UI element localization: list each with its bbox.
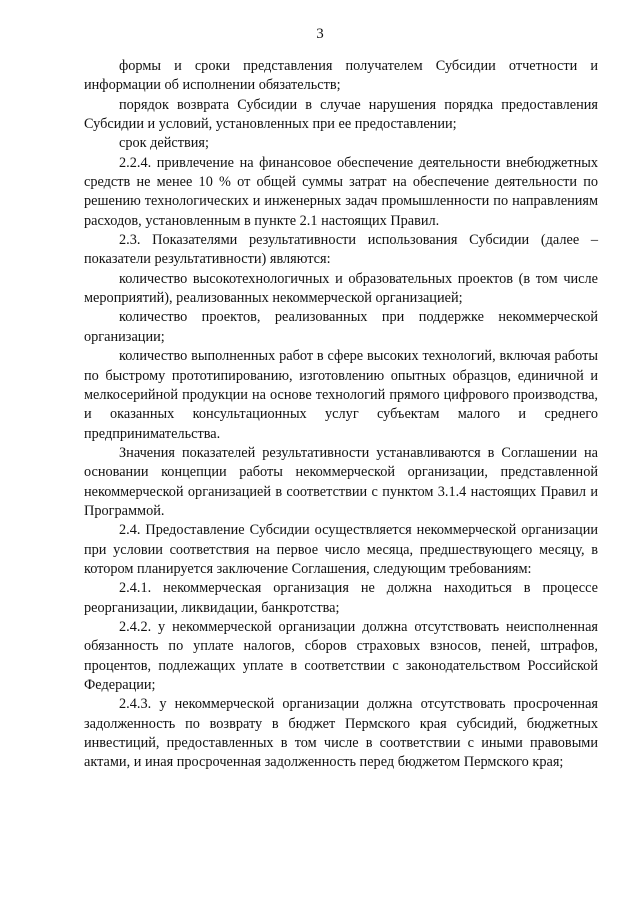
- paragraph-2-4: 2.4. Предоставление Субсидии осуществляется некоммерческой организации при условии соответствия на первое число месяца, предшествующего месяцу, в котором планируется заключение Соглашения, следующим требованиям:: [84, 522, 598, 577]
- paragraph-2-4-1: 2.4.1. некоммерческая организация не должна находиться в процессе реорганизации, ликвидации, банкротства;: [84, 580, 598, 616]
- paragraph-2-4-3: 2.4.3. у некоммерческой организации должна отсутствовать просроченная задолженность по возврату в бюджет Пермского края субсидий, бюджетных инвестиций, предоставленных в том числе в соответствии с иными правовыми актами, и иная просроченная задолженность перед бюджетом Пермского края;: [84, 696, 598, 771]
- paragraph-2-3: 2.3. Показателями результативности использования Субсидии (далее – показатели результативности) являются:: [84, 232, 598, 268]
- paragraph-2-4-2: 2.4.2. у некоммерческой организации должна отсутствовать неисполненная обязанность по уплате налогов, сборов страховых взносов, пеней, штрафов, процентов, подлежащих уплате в соответствии с законодательством Российской Федерации;: [84, 618, 598, 693]
- paragraph-term: срок действия;: [119, 135, 209, 152]
- document-body: [84, 57, 598, 773]
- paragraph-indicator-works: количество выполненных работ в сфере высоких технологий, включая работы по быстрому прототипированию, изготовлению опытных образцов, единичной и мелкосерийной продукции на основе технологий прямого цифрового производства, и оказанных консультационных услуг субъектам малого и среднего предпринимательства.: [84, 348, 598, 442]
- paragraph-report-forms: формы и сроки представления получателем Субсидии отчетности и информации об исполнении обязательств;: [84, 58, 598, 94]
- paragraph-refund-procedure: порядок возврата Субсидии в случае нарушения порядка предоставления Субсидии и условий, установленных при ее предоставлении;: [84, 96, 598, 133]
- paragraph-2-2-4: 2.2.4. привлечение на финансовое обеспечение деятельности внебюджетных средств не менее 10 % от общей суммы затрат на обеспечение деятельности по решению технологических и инженерных задач промышленности по направлениям расходов, установленным в пункте 2.1 настоящих Правил.: [84, 154, 598, 229]
- paragraph-indicator-projects: количество высокотехнологичных и образовательных проектов (в том числе мероприятий), реализованных некоммерческой организацией;: [84, 270, 598, 307]
- paragraph-indicator-supported-projects: количество проектов, реализованных при поддержке некоммерческой организации;: [84, 309, 598, 345]
- paragraph-indicator-values: Значения показателей результативности устанавливаются в Соглашении на основании концепции работы некоммерческой организации, представленной некоммерческой организацией в соответствии с пунктом 3.1.4 настоящих Правил и Программой.: [84, 444, 598, 519]
- page-number: 3: [316, 26, 324, 42]
